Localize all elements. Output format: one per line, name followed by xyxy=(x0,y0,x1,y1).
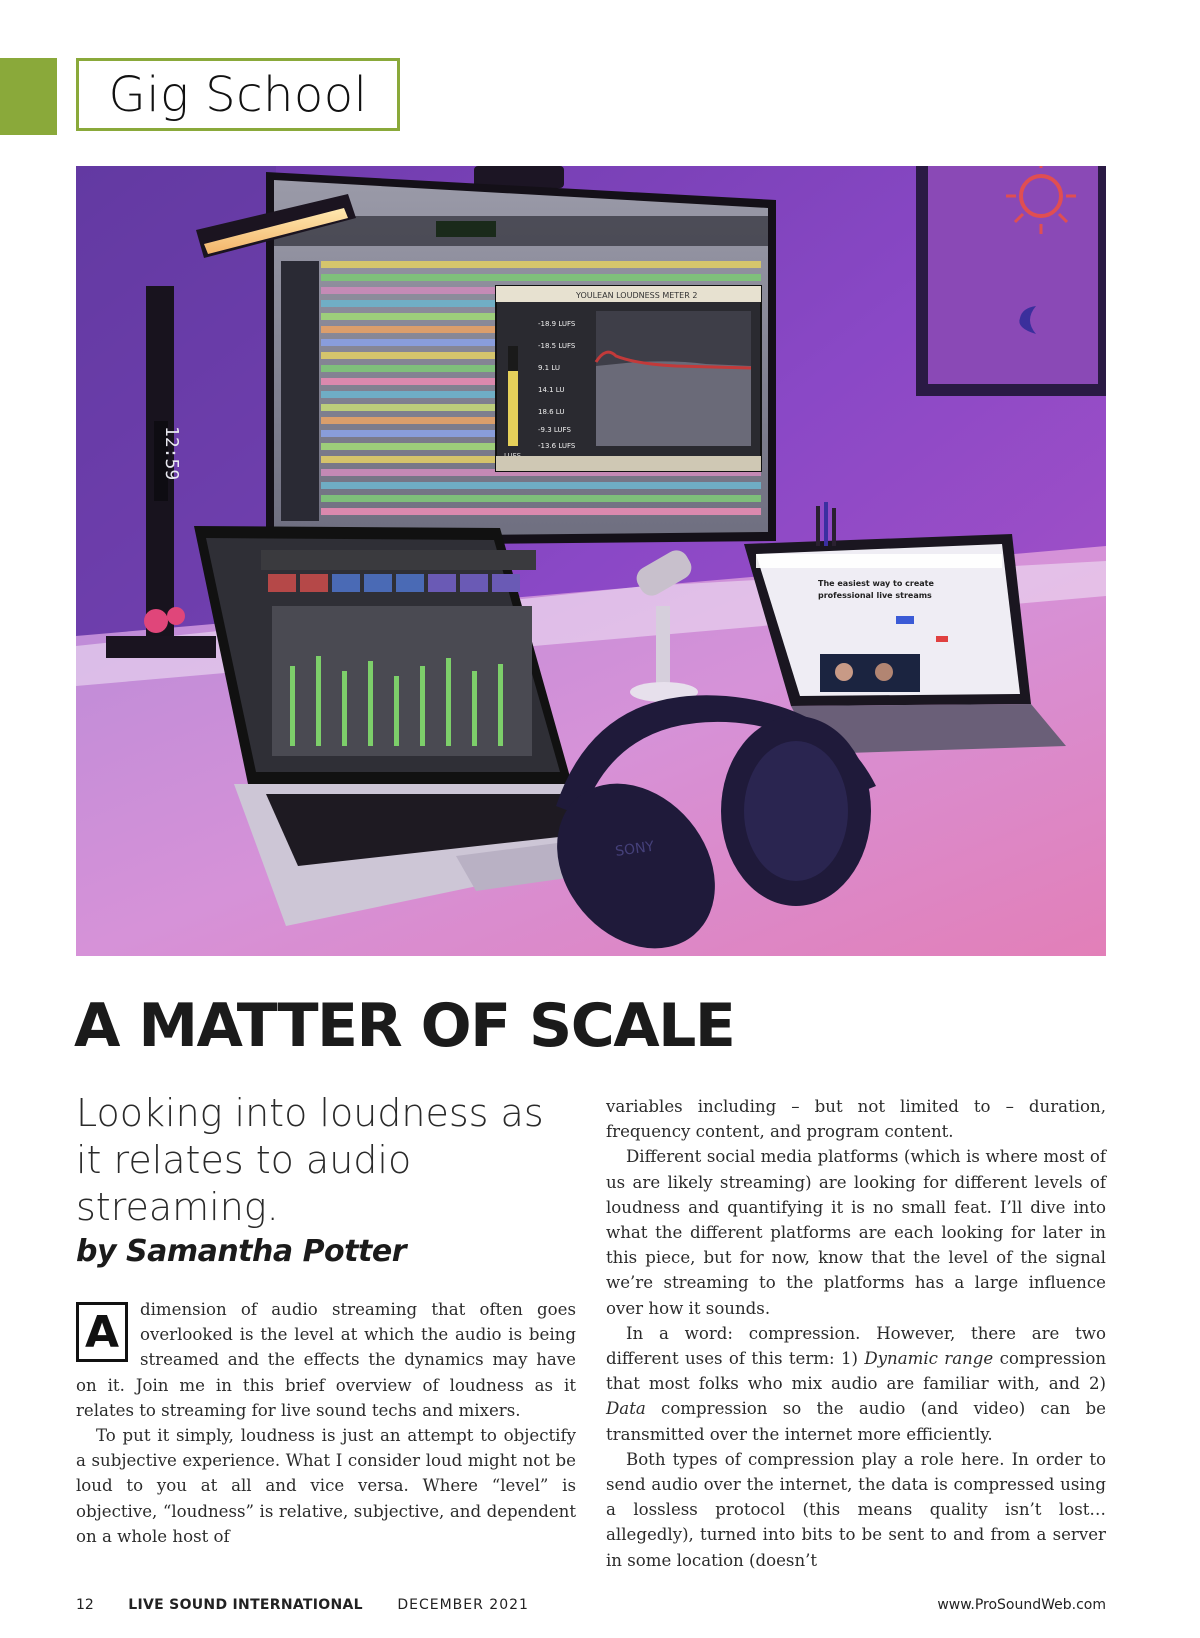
website-link[interactable]: www.ProSoundWeb.com xyxy=(937,1597,1106,1613)
page-footer xyxy=(76,1597,1106,1613)
drop-cap: A xyxy=(76,1302,128,1362)
svg-text:-18.9 LUFS: -18.9 LUFS xyxy=(538,320,576,328)
svg-text:YOULEAN LOUDNESS METER 2: YOULEAN LOUDNESS METER 2 xyxy=(576,291,698,300)
article-headline: A MATTER OF SCALE xyxy=(74,991,735,1061)
page-number: 12 xyxy=(76,1597,94,1613)
section-title: Gig School xyxy=(108,67,368,123)
magazine-name: LIVE SOUND INTERNATIONAL xyxy=(128,1597,363,1613)
body-paragraph: Both types of compression play a role here. In order to send audio over the internet, the data is compressed using a lossless protocol (this means quality isn’t lost… allegedly), turned into bits to be sent to and from a server in some location (doesn’t xyxy=(606,1449,1106,1570)
issue-date: DECEMBER 2021 xyxy=(397,1597,529,1613)
svg-text:14.1 LU: 14.1 LU xyxy=(538,386,565,394)
body-paragraph: dimension of audio streaming that often goes overlooked is the level at which the audio is being streamed and the effects the dynamics may have on it. Join me in this brief overview of loudness as it relates to streaming for live sound techs and mixers. xyxy=(76,1300,576,1420)
article-subhead: Looking into loudness as it relates to audio streaming. xyxy=(76,1091,544,1229)
article-byline: by Samantha Potter xyxy=(76,1234,406,1269)
section-color-tab xyxy=(0,58,57,135)
svg-text:18.6 LU: 18.6 LU xyxy=(538,408,565,416)
loudness-meter-window xyxy=(496,286,761,471)
article-photo xyxy=(76,166,1106,956)
section-label-box xyxy=(76,58,400,131)
svg-text:-9.3 LUFS: -9.3 LUFS xyxy=(538,426,571,434)
svg-text:The easiest way to create: The easiest way to create xyxy=(818,579,934,588)
body-paragraph: To put it simply, loudness is just an attempt to objectify a subjective experience. What I consider loud might not be loud to you at all and vice versa. Where “level” is objective, “loudness” is relative, subjective, and dependent on a whole host of xyxy=(76,1426,576,1546)
svg-text:SONY: SONY xyxy=(614,838,656,860)
svg-text:professional live streams: professional live streams xyxy=(818,591,932,600)
svg-text:9.1 LU: 9.1 LU xyxy=(538,364,561,372)
emphasis-text: Data xyxy=(606,1399,646,1419)
article-column-right xyxy=(606,1094,1106,1573)
body-paragraph: In a word: compression. However, there are two different uses of this term: 1) Dynamic range compression that most folks who mix audio are familiar with, and 2) Data compression so the audio (and video) can be transmitted over the internet more efficiently. xyxy=(606,1323,1107,1444)
svg-text:-13.6 LUFS: -13.6 LUFS xyxy=(538,442,576,450)
body-paragraph: Different social media platforms (which is where most of us are likely streaming) are looking for different levels of loudness and quantifying it is no small feat. I’ll dive into what the different platforms are each looking for later in this piece, but for now, know that the level of the signal we’re streaming to the platforms has a large influence over how it sounds. xyxy=(606,1147,1106,1318)
svg-text:-18.5 LUFS: -18.5 LUFS xyxy=(538,342,576,350)
emphasis-text: Dynamic range xyxy=(864,1349,994,1369)
studio-desk-illustration xyxy=(76,166,1106,956)
article-column-left xyxy=(76,1297,576,1549)
body-paragraph: variables including – but not limited to – duration, frequency content, and program content. xyxy=(606,1097,1106,1142)
svg-text:12:59: 12:59 xyxy=(161,426,182,481)
